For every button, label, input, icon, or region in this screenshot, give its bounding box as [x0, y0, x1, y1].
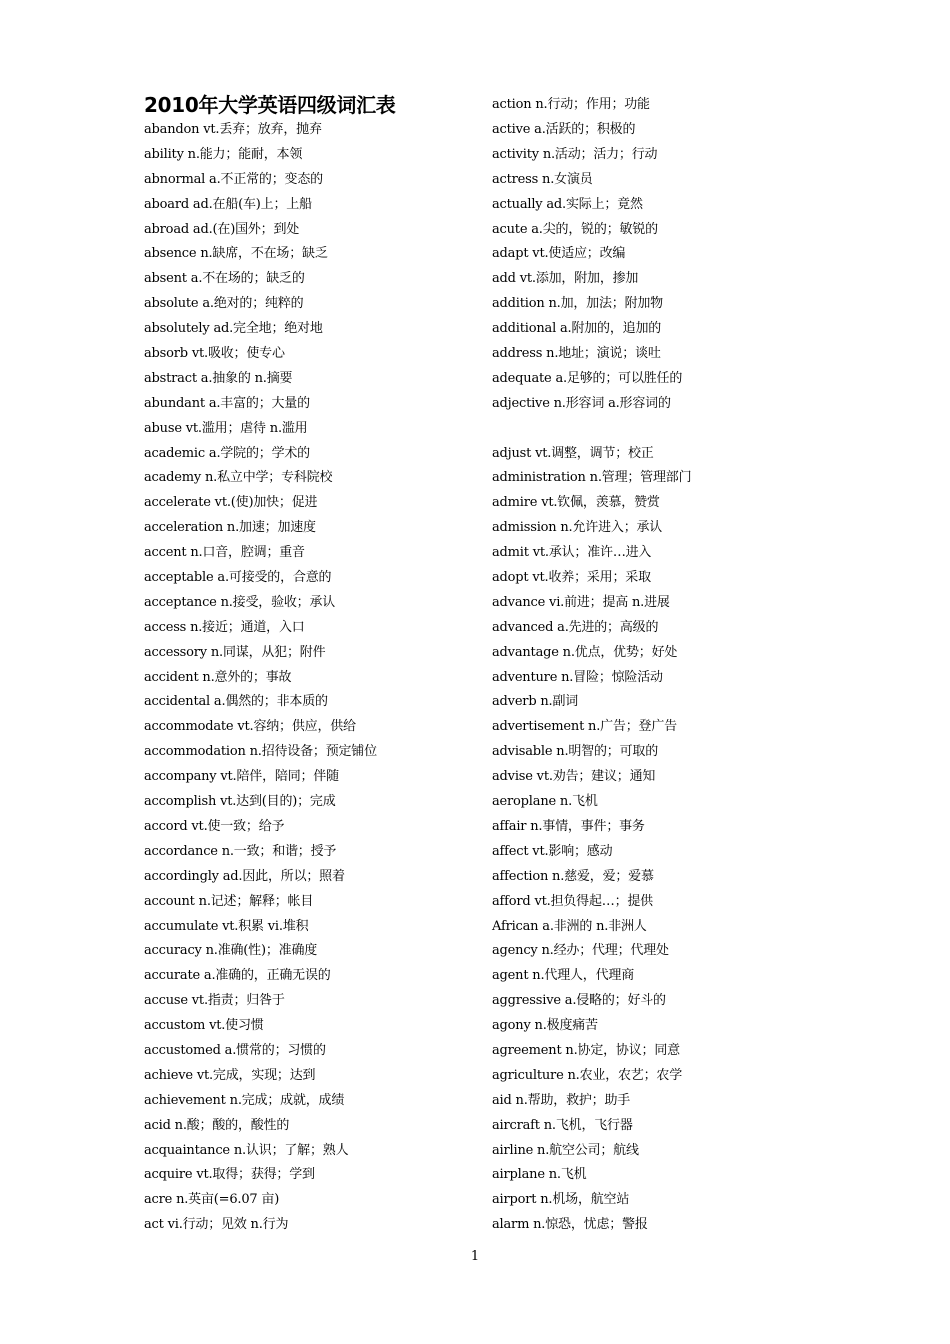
vocabulary-entry: acceptable a.可接受的，合意的: [144, 570, 332, 586]
vocabulary-entry: abundant a.丰富的；大量的: [144, 395, 310, 411]
vocabulary-entry: advance vi.前进；提高 n.进展: [492, 594, 670, 610]
vocabulary-entry: access n.接近；通道，入口: [144, 619, 305, 635]
vocabulary-entry: accustom vt.使习惯: [144, 1018, 264, 1034]
vocabulary-entry: absent a.不在场的；缺乏的: [144, 271, 305, 287]
vocabulary-entry: advertisement n.广告；登广告: [492, 719, 677, 735]
vocabulary-entry: afford vt.担负得起…；提供: [492, 893, 653, 909]
vocabulary-entry: accommodate vt.容纳；供应，供给: [144, 719, 356, 735]
vocabulary-entry: affect vt.影响；感动: [492, 843, 613, 859]
vocabulary-entry: admire vt.钦佩，羡慕，赞赏: [492, 495, 660, 511]
vocabulary-entry: African a.非洲的 n.非洲人: [492, 918, 647, 934]
vocabulary-entry: add vt.添加，附加，掺加: [492, 271, 639, 287]
vocabulary-entry: airport n.机场，航空站: [492, 1192, 630, 1208]
vocabulary-entry: accuracy n.准确(性)；准确度: [144, 943, 318, 959]
right-column: [492, 92, 832, 1238]
vocabulary-entry: adjective n.形容词 a.形容词的: [492, 395, 671, 411]
vocabulary-entry: adapt vt.使适应；改编: [492, 246, 626, 262]
vocabulary-entry: accordance n.一致；和谐；授予: [144, 843, 337, 859]
vocabulary-entry: agriculture n.农业，农艺；农学: [492, 1067, 682, 1083]
vocabulary-entry: aircraft n.飞机，飞行器: [492, 1117, 633, 1133]
vocabulary-entry: adverb n.副词: [492, 694, 579, 710]
vocabulary-entry: accompany vt.陪伴，陪同；伴随: [144, 769, 339, 785]
vocabulary-entry: absolute a.绝对的；纯粹的: [144, 296, 304, 312]
vocabulary-entry: address n.地址；演说；谈吐: [492, 346, 661, 362]
vocabulary-entry: abuse vt.滥用；虐待 n.滥用: [144, 420, 308, 436]
vocabulary-entry: abroad ad.(在)国外；到处: [144, 221, 300, 237]
vocabulary-entry: act vi.行动；见效 n.行为: [144, 1217, 289, 1233]
vocabulary-entry: airline n.航空公司；航线: [492, 1142, 639, 1158]
vocabulary-entry: advanced a.先进的；高级的: [492, 619, 659, 635]
vocabulary-entry: adjust vt.调整，调节；校正: [492, 445, 654, 461]
vocabulary-entry: acceptance n.接受，验收；承认: [144, 594, 336, 610]
vocabulary-entry: accident n.意外的；事故: [144, 669, 292, 685]
vocabulary-entry: alarm n.惊恐，忧虑；警报: [492, 1217, 648, 1233]
vocabulary-entry: airplane n.飞机: [492, 1167, 587, 1183]
vocabulary-entry: activity n.活动；活力；行动: [492, 146, 658, 162]
vocabulary-entry: absorb vt.吸收；使专心: [144, 346, 285, 362]
vocabulary-entry: acquire vt.取得；获得；学到: [144, 1167, 315, 1183]
vocabulary-entry: abandon vt.丢弃；放弃，抛弃: [144, 122, 322, 137]
vocabulary-entry: abstract a.抽象的 n.摘要: [144, 370, 293, 386]
vocabulary-entry: action n.行动；作用；功能: [492, 97, 650, 112]
vocabulary-entry: addition n.加，加法；附加物: [492, 296, 663, 312]
vocabulary-entry: abnormal a.不正常的；变态的: [144, 171, 323, 187]
vocabulary-entry: acid n.酸；酸的，酸性的: [144, 1117, 290, 1133]
vocabulary-entry: accessory n.同谋，从犯；附件: [144, 644, 326, 660]
vocabulary-entry: adventure n.冒险；惊险活动: [492, 669, 663, 685]
vocabulary-entry: agreement n.协定，协议；同意: [492, 1042, 680, 1058]
vocabulary-entry: accommodation n.招待设备；预定铺位: [144, 744, 377, 760]
vocabulary-entry: acre n.英亩(=6.07 亩): [144, 1192, 280, 1208]
left-column: [144, 92, 484, 1238]
vocabulary-entry: accordingly ad.因此，所以；照着: [144, 868, 345, 884]
vocabulary-entry: adequate a.足够的；可以胜任的: [492, 370, 683, 386]
vocabulary-entry: academic a.学院的；学术的: [144, 445, 310, 461]
vocabulary-entry: acquaintance n.认识；了解；熟人: [144, 1142, 349, 1158]
blank-line: [492, 417, 832, 442]
vocabulary-entry: achievement n.完成；成就，成绩: [144, 1092, 345, 1108]
vocabulary-entry: absence n.缺席，不在场；缺乏: [144, 246, 328, 262]
vocabulary-entry: agency n.经办；代理；代理处: [492, 943, 669, 959]
vocabulary-entry: accuse vt.指责；归咎于: [144, 993, 285, 1009]
vocabulary-entry: aggressive a.侵略的；好斗的: [492, 993, 666, 1009]
vocabulary-entry: agent n.代理人，代理商: [492, 968, 634, 984]
vocabulary-entry: accomplish vt.达到(目的)；完成: [144, 794, 336, 810]
vocabulary-entry: accord vt.使一致；给予: [144, 818, 285, 834]
vocabulary-entry: aboard ad.在船(车)上；上船: [144, 196, 312, 212]
vocabulary-entry: accurate a.准确的，正确无误的: [144, 968, 331, 984]
vocabulary-entry: acute a.尖的，锐的；敏锐的: [492, 221, 658, 237]
page-number: 1: [470, 1249, 480, 1264]
page-title: 2010年大学英语四级词汇表: [144, 93, 396, 117]
vocabulary-entry: advisable n.明智的；可取的: [492, 744, 659, 760]
vocabulary-entry: advise vt.劝告；建议；通知: [492, 769, 656, 785]
vocabulary-entry: achieve vt.完成，实现；达到: [144, 1067, 316, 1083]
vocabulary-entry: accustomed a.惯常的；习惯的: [144, 1042, 326, 1058]
vocabulary-entry: academy n.私立中学；专科院校: [144, 470, 333, 486]
vocabulary-entry: affection n.慈爱，爱；爱慕: [492, 868, 654, 884]
vocabulary-entry: accidental a.偶然的；非本质的: [144, 694, 328, 710]
vocabulary-entry: adopt vt.收养；采用；采取: [492, 570, 651, 586]
vocabulary-entry: aeroplane n.飞机: [492, 794, 598, 810]
vocabulary-entry: ability n.能力；能耐，本领: [144, 146, 303, 162]
vocabulary-entry: active a.活跃的；积极的: [492, 122, 636, 137]
vocabulary-entry: advantage n.优点，优势；好处: [492, 644, 678, 660]
vocabulary-entry: account n.记述；解释；帐目: [144, 893, 314, 909]
vocabulary-entry: admission n.允许进入；承认: [492, 520, 663, 536]
vocabulary-entry: agony n.极度痛苦: [492, 1018, 598, 1034]
vocabulary-entry: acceleration n.加速；加速度: [144, 520, 316, 536]
vocabulary-entry: accent n.口音，腔调；重音: [144, 545, 305, 561]
vocabulary-entry: additional a.附加的，追加的: [492, 321, 662, 337]
vocabulary-entry: absolutely ad.完全地；绝对地: [144, 321, 323, 337]
vocabulary-entry: actually ad.实际上；竟然: [492, 196, 643, 212]
vocabulary-entry: accelerate vt.(使)加快；促进: [144, 495, 318, 511]
vocabulary-entry: actress n.女演员: [492, 171, 593, 187]
vocabulary-entry: affair n.事情，事件；事务: [492, 818, 645, 834]
vocabulary-entry: accumulate vt.积累 vi.堆积: [144, 918, 309, 934]
vocabulary-entry: admit vt.承认；准许…进入: [492, 545, 652, 561]
vocabulary-entry: administration n.管理；管理部门: [492, 470, 692, 486]
vocabulary-entry: aid n.帮助，救护；助手: [492, 1092, 631, 1108]
